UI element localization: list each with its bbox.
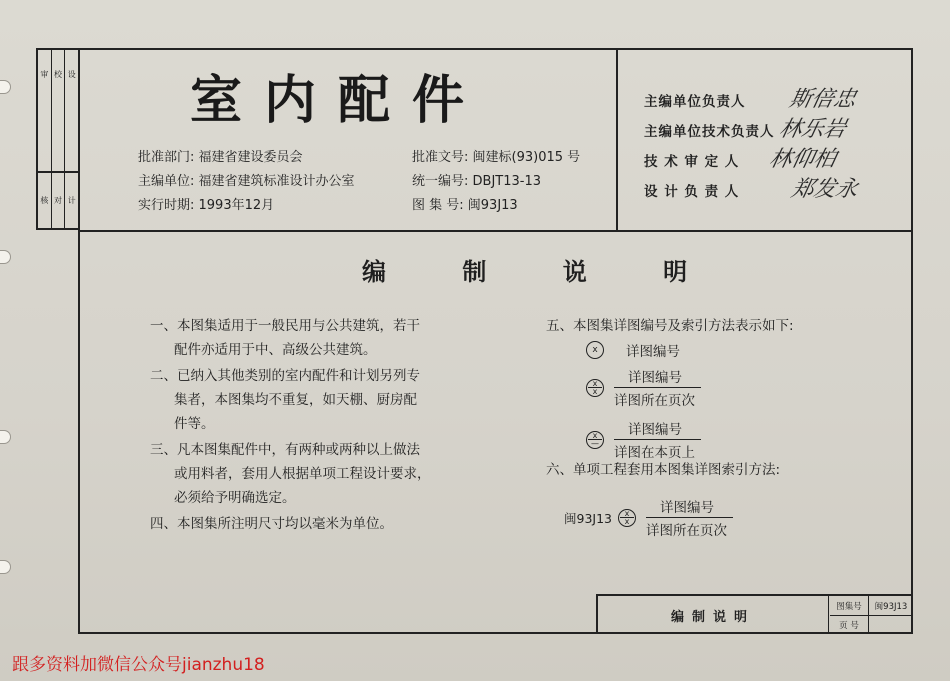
index-example-atlas (564, 496, 733, 539)
note-line: 配件亦适用于中、高级公共建筑。 (174, 342, 377, 358)
binding-label: 计 (65, 172, 78, 228)
atlas-label: 图集号 (830, 596, 869, 616)
punch-hole (0, 430, 11, 444)
note-line: 三、凡本图集配件中，有两种或两种以上做法 (150, 442, 420, 458)
unified-number: 统一编号: DBJT13-13 (412, 174, 541, 189)
index-circle-split-icon: x x (586, 379, 604, 397)
punch-hole (0, 250, 11, 264)
index-denominator: 详图在本页上 (614, 445, 695, 461)
index-numerator: 详图编号 (614, 366, 701, 388)
approval-doc-number: 批准文号: 闽建标(93)015 号 (412, 150, 581, 165)
index-fraction (614, 418, 701, 461)
header-vertical-divider (616, 48, 618, 230)
effective-date: 实行时期: 1993年12月 (138, 198, 275, 213)
signature: 林乐岩 (776, 117, 849, 142)
index-label: 详图编号 (626, 344, 680, 360)
index-example-same-page (586, 418, 701, 461)
approval-dept: 批准部门: 福建省建设委员会 (138, 150, 303, 165)
index-denominator: 详图所在页次 (646, 523, 727, 539)
punch-hole (0, 80, 11, 94)
page-label: 页 号 (830, 616, 869, 634)
responsible-role: 主编单位负责人 (644, 94, 746, 110)
watermark-caption: 跟多资料加微信公众号jianzhu18 (12, 655, 265, 675)
header-divider (78, 230, 913, 232)
responsible-role: 设 计 负 责 人 (644, 184, 740, 200)
note-item-2 (150, 364, 490, 436)
note-item-3 (150, 438, 490, 510)
binding-label: 设 (67, 70, 77, 80)
index-fraction (614, 366, 701, 409)
responsible-role: 技 术 审 定 人 (644, 154, 740, 170)
index-numerator: 详图编号 (614, 418, 701, 440)
editor-unit: 主编单位: 福建省建筑标准设计办公室 (138, 174, 355, 189)
signature: 郑发永 (788, 177, 861, 202)
atlas-number: 图 集 号: 闽93J13 (412, 198, 518, 213)
note-item-5: 五、本图集详图编号及索引方法表示如下: (546, 318, 794, 334)
page-value (869, 616, 913, 634)
note-item-1 (150, 314, 490, 362)
atlas-title: 室内配件 (190, 70, 487, 131)
index-circle-icon: x (586, 341, 604, 359)
index-fraction (646, 496, 733, 539)
index-example-detail-number (586, 340, 680, 360)
binding-label: 核 (38, 172, 51, 228)
atlas-value: 闽93J13 (869, 596, 913, 616)
index-example-page (586, 366, 701, 409)
note-item-6: 六、单项工程套用本图集详图索引方法: (546, 462, 781, 478)
note-line: 一、本图集适用于一般民用与公共建筑，若干 (150, 318, 420, 334)
note-line: 集者，本图集均不重复，如天棚、厨房配 (174, 392, 417, 408)
binding-label: 对 (52, 172, 65, 228)
note-line: 二、已纳入其他类别的室内配件和计划另列专 (150, 368, 420, 384)
signature: 林仰柏 (766, 147, 839, 172)
index-denominator: 详图所在页次 (614, 393, 695, 409)
responsible-role: 主编单位技术负责人 (644, 124, 775, 140)
title-block-name: 编制说明 (598, 596, 829, 634)
index-circle-split-icon: x — (586, 431, 604, 449)
note-line: 必须给予明确选定。 (174, 490, 296, 506)
punch-hole (0, 560, 11, 574)
binding-strip (36, 48, 78, 230)
note-line: 件等。 (174, 416, 215, 432)
index-atlas-prefix: 闽93J13 (564, 510, 612, 526)
section-title: 编 制 说 明 (362, 257, 722, 286)
binding-label: 校 (53, 70, 63, 80)
binding-label: 审 (39, 70, 49, 80)
note-item-4 (150, 512, 490, 536)
index-circle-split-icon: x x (618, 509, 636, 527)
index-numerator: 详图编号 (646, 496, 733, 518)
note-line: 或用料者，套用人根据单项工程设计要求， (174, 466, 431, 482)
signature: 斯倍忠 (786, 87, 859, 112)
note-line: 四、本图集所注明尺寸均以毫米为单位。 (150, 516, 393, 532)
title-block (596, 594, 913, 634)
